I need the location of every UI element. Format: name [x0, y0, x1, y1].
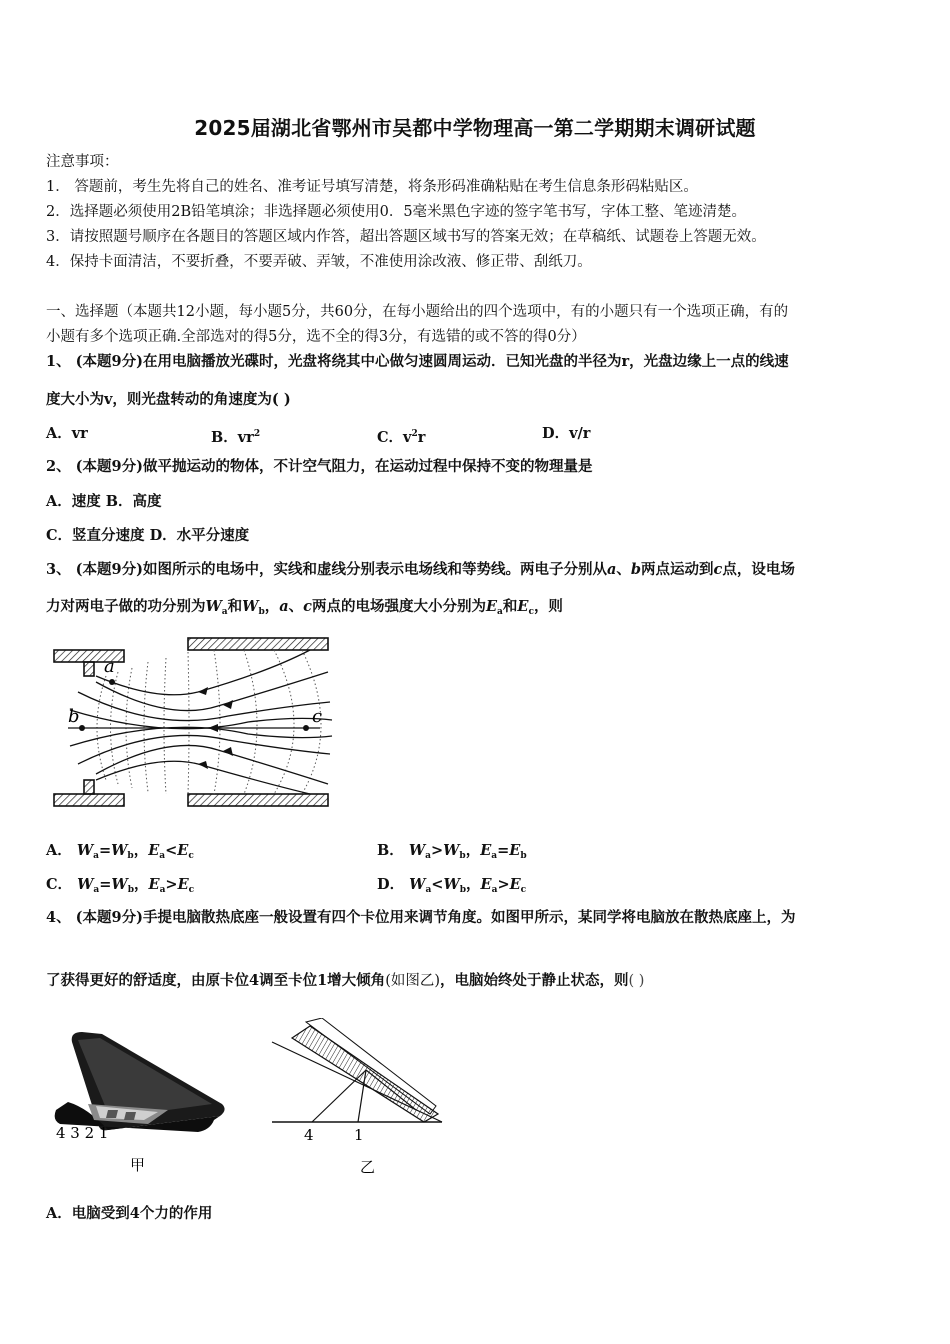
label-a: a [104, 656, 115, 677]
q2-options-ab: A．速度 B．高度 [46, 493, 162, 510]
q1-option-d: D．v/r [542, 425, 591, 442]
electric-field-figure [48, 632, 338, 812]
section1-line2: 小题有多个选项正确.全部选对的得5分，选不全的得3分，有选错的或不答的得0分） [46, 329, 586, 345]
bottom-right-electrode [188, 794, 328, 806]
label-b: b [68, 706, 80, 727]
q2-options-cd: C．竖直分速度 D．水平分速度 [46, 527, 250, 544]
figure-jia-caption: 甲 [130, 1156, 146, 1174]
notch-1-label: 1 [354, 1126, 364, 1144]
cooling-stand-photo [55, 1032, 225, 1132]
cooling-stand-figure [48, 1020, 228, 1180]
figure-yi-caption: 乙 [360, 1158, 376, 1176]
point-b-dot [79, 725, 85, 731]
q4-stem-line2: 了获得更好的舒适度，由原卡位4调至卡位1增大倾角(如图乙)，电脑始终处于静止状态，则( ) [46, 972, 645, 989]
q1-option-c: C．$v^2r$ [377, 429, 426, 446]
q3-stem-line2: 力对两电子做的功分别为$W_a$和$W_b$，a、c两点的电场强度大小分别为$E_a$和$E_c$，则 [46, 598, 563, 617]
notch-4-label: 4 [304, 1126, 314, 1144]
section1-line1: 一、选择题（本题共12小题，每小题5分，共60分，在每小题给出的四个选项中，有的小题只有一个选项正确，有的 [46, 304, 789, 320]
q1-stem-line1: 1、 (本题9分)在用电脑播放光碟时，光盘将绕其中心做匀速圆周运动．已知光盘的半径为r，光盘边缘上一点的线速 [46, 353, 789, 370]
point-c-dot [303, 725, 309, 731]
q4-option-a: A．电脑受到4个力的作用 [46, 1205, 213, 1222]
q1-option-a: A．vr [46, 425, 88, 442]
notice-item-1: 1． 答题前，考生先将自己的姓名、准考证号填写清楚，将条形码准确粘贴在考生信息条形码粘贴区。 [46, 179, 698, 195]
notice-heading: 注意事项： [46, 154, 119, 170]
q4-stem-line1: 4、 (本题9分)手提电脑散热底座一般设置有四个卡位用来调节角度。如图甲所示，某同学将电脑放在散热底座上，为 [46, 909, 796, 926]
q3-option-b: B． $W_a>W_b$，$E_a=E_b$ [377, 842, 527, 861]
notice-item-4: 4．保持卡面清洁，不要折叠，不要弄破、弄皱，不准使用涂改液、修正带、刮纸刀。 [46, 254, 592, 270]
q1-option-b: B．$vr^2$ [211, 429, 261, 446]
point-a-dot [109, 679, 115, 685]
q3-option-a: A． $W_a=W_b$，$E_a<E_c$ [46, 842, 194, 861]
q3-stem-line1: 3、 (本题9分)如图所示的电场中，实线和虚线分别表示电场线和等势线。两电子分别从a、b两点运动到c点，设电场 [46, 561, 795, 578]
q2-stem: 2、 (本题9分)做平抛运动的物体，不计空气阻力，在运动过程中保持不变的物理量是 [46, 458, 593, 475]
label-c: c [312, 706, 323, 727]
tilt-diagram-figure [266, 1018, 448, 1180]
stand-notch-labels: 4 3 2 1 [56, 1124, 109, 1142]
notice-item-2: 2．选择题必须使用2B铅笔填涂；非选择题必须使用0．5毫米黑色字迹的签字笔书写，字体工整、笔迹清楚。 [46, 204, 747, 220]
page-title: 2025届湖北省鄂州市吴都中学物理高一第二学期期末调研试题 [194, 116, 756, 140]
equipotential-lines [97, 650, 321, 794]
q3-option-c: C． $W_a=W_b$，$E_a>E_c$ [46, 876, 195, 895]
bottom-left-electrode [54, 780, 124, 806]
q1-stem-line2: 度大小为v，则光盘转动的角速度为( ) [46, 391, 291, 408]
q3-option-d: D． $W_a<W_b$，$E_a>E_c$ [377, 876, 527, 895]
notice-item-3: 3．请按照题号顺序在各题目的答题区域内作答，超出答题区域书写的答案无效；在草稿纸、试题卷上答题无效。 [46, 229, 766, 245]
top-right-electrode [188, 638, 328, 650]
laptop-board [292, 1018, 438, 1122]
